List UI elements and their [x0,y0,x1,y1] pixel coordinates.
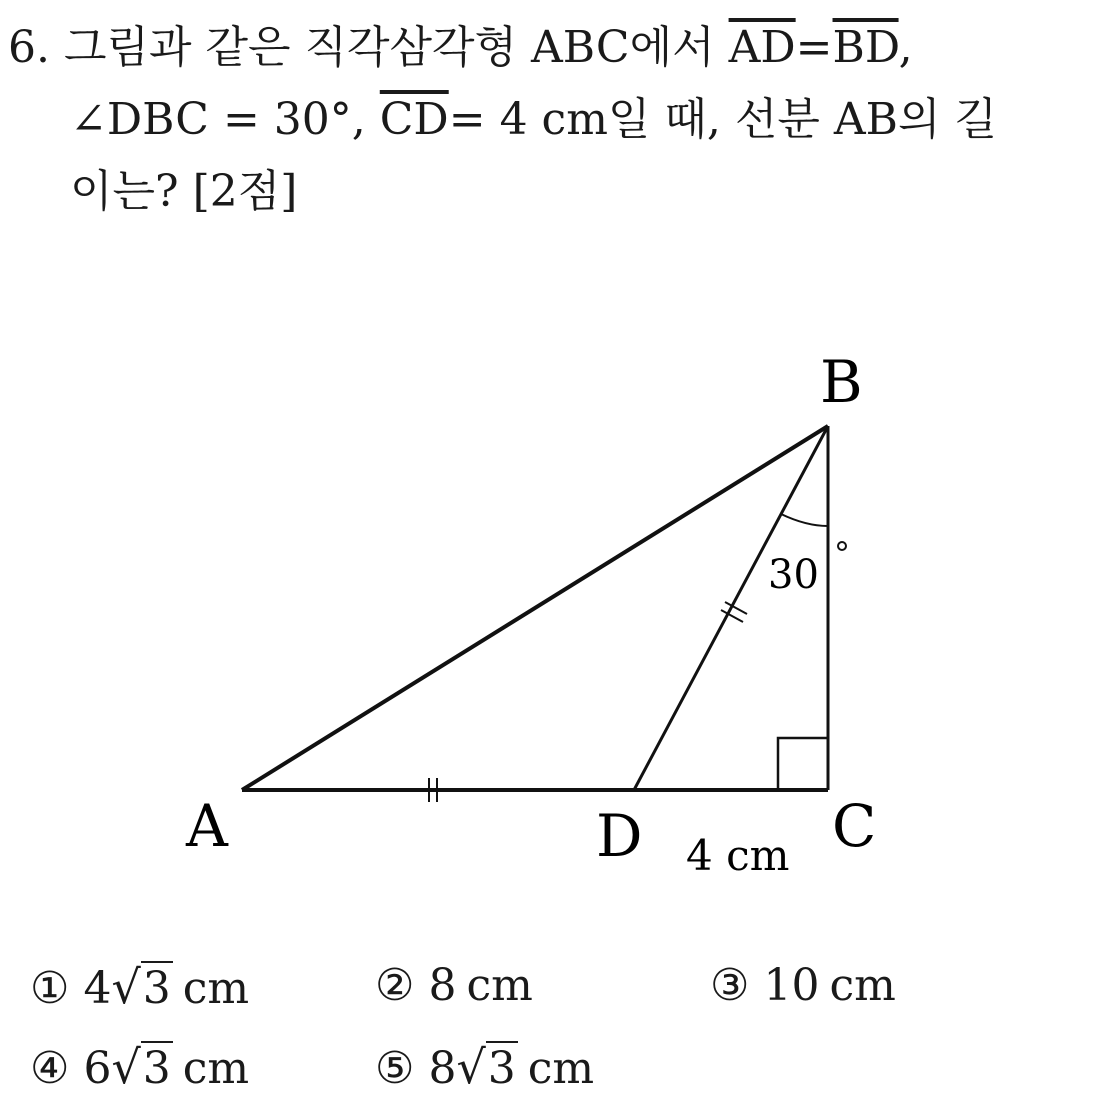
question-stem-2: = 4 cm일 때, 선분 AB의 길 [448,94,997,145]
choice-radicand: 3 [142,1043,171,1094]
segment-bd: $\overline{BD}$ [832,22,899,73]
choice-marker: ④ [30,1043,70,1094]
question-line-1 [8,12,1098,84]
vertex-label-a: A [186,792,228,860]
question-stem-3: 이는? [2점] [70,166,298,217]
vertex-label-b: B [820,348,863,416]
segment-cd: $\overline{CD}$ [379,94,449,145]
length-label-cd: 4 cm [686,831,790,880]
choice-5[interactable] [375,1040,594,1094]
angle-label: 30 [768,552,819,598]
choice-4[interactable] [30,1040,249,1094]
side-ab [242,426,828,790]
question-number: 6. [8,22,50,73]
question-line-3 [8,156,1098,228]
choice-coef: 6 [83,1043,112,1094]
choice-unit: cm [182,963,250,1014]
sqrt-icon: √3 [111,1040,171,1094]
choice-unit: cm [527,1043,595,1094]
choice-marker: ① [30,963,70,1014]
choice-marker: ③ [710,960,750,1011]
choice-2[interactable] [375,960,533,1011]
sqrt-icon: √3 [111,960,171,1014]
choice-value: 8 [428,960,457,1011]
choice-unit: cm [466,960,533,1011]
equals-sign: = [795,22,833,73]
angle-condition: ∠DBC = 30°, [70,94,380,145]
question-text [8,12,1098,228]
comma: , [898,22,913,73]
angle-arc [781,514,828,526]
segment-bd-line [634,426,828,790]
question-stem-1: 그림과 같은 직각삼각형 ABC에서 [63,22,729,73]
vertex-label-c: C [832,792,877,860]
degree-symbol [838,542,846,550]
choice-radicand: 3 [142,963,171,1014]
choice-radicand: 3 [487,1043,516,1094]
choice-coef: 4 [83,963,112,1014]
segment-ad: $\overline{AD}$ [728,22,796,73]
choice-marker: ② [375,960,415,1011]
choice-marker: ⑤ [375,1043,415,1094]
choice-1[interactable] [30,960,249,1014]
vertex-label-d: D [596,802,643,870]
right-angle-mark [778,738,828,790]
choice-3[interactable] [710,960,896,1011]
triangle-figure [0,290,1112,930]
sqrt-icon: √3 [456,1040,516,1094]
question-line-2 [8,84,1098,156]
choice-unit: cm [829,960,896,1011]
choice-coef: 8 [428,1043,457,1094]
choice-value: 10 [763,960,820,1011]
choice-unit: cm [182,1043,250,1094]
